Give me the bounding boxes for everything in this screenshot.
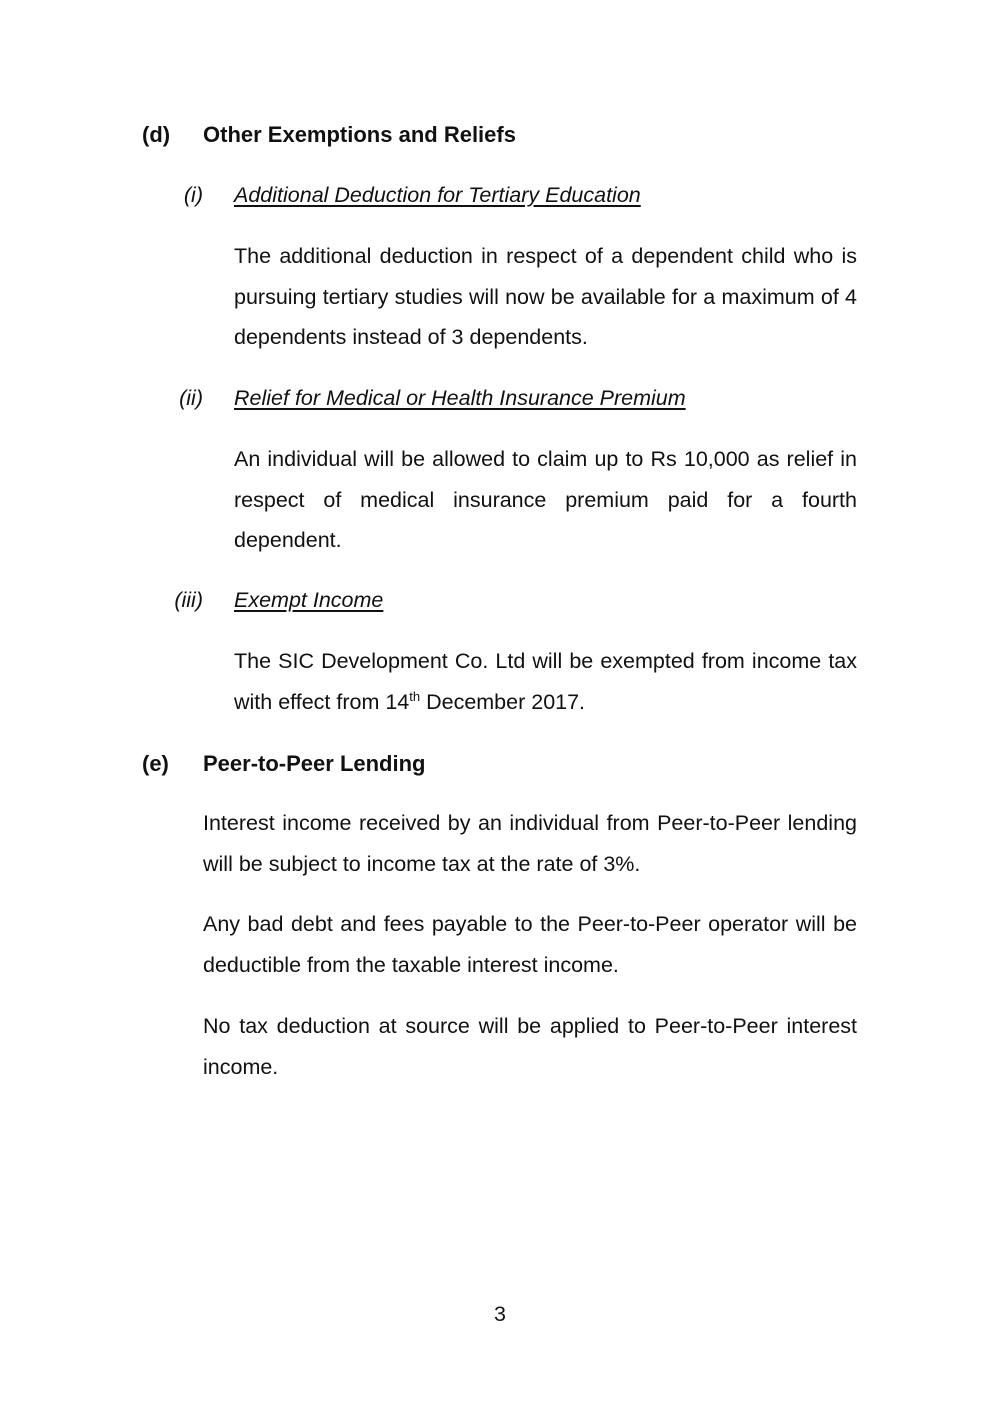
item-iii-text-superscript: th <box>409 688 421 704</box>
section-e-paragraph-1: Interest income received by an individual from Peer-to-Peer lending will be subject to income tax at the rate of 3%. <box>203 811 857 876</box>
section-e-paragraph-2: Any bad debt and fees payable to the Peer-to-Peer operator will be deductible from the taxable interest income. <box>203 912 857 977</box>
item-i-text: The additional deduction in respect of a dependent child who is pursuing tertiary studies will now be available for a maximum of 4 dependents instead of 3 dependents. <box>234 244 857 349</box>
item-i-title: Additional Deduction for Tertiary Education <box>234 183 641 207</box>
item-iii-text <box>234 641 857 722</box>
item-i-number: (i) <box>183 183 203 207</box>
item-ii-text: An individual will be allowed to claim up to Rs 10,000 as relief in respect of medical insurance premium paid for a fourth dependent. <box>234 447 857 552</box>
section-e-label: (e) <box>142 751 169 776</box>
item-ii-number: (ii) <box>179 386 203 410</box>
section-d-label: (d) <box>142 122 171 147</box>
section-e-paragraph-3: No tax deduction at source will be applied to Peer-to-Peer interest income. <box>203 1014 857 1079</box>
section-e-title: Peer-to-Peer Lending <box>203 751 426 776</box>
item-iii-number: (iii) <box>174 588 203 612</box>
item-iii-title: Exempt Income <box>234 588 384 612</box>
item-iii-text-before: The SIC Development Co. Ltd will be exempted from income tax with effect from 14 <box>234 649 857 714</box>
section-d-title: Other Exemptions and Reliefs <box>203 122 516 147</box>
page-number: 3 <box>494 1302 506 1326</box>
item-ii-title: Relief for Medical or Health Insurance Premium <box>234 386 686 410</box>
item-iii-text-after: December 2017. <box>420 689 586 714</box>
